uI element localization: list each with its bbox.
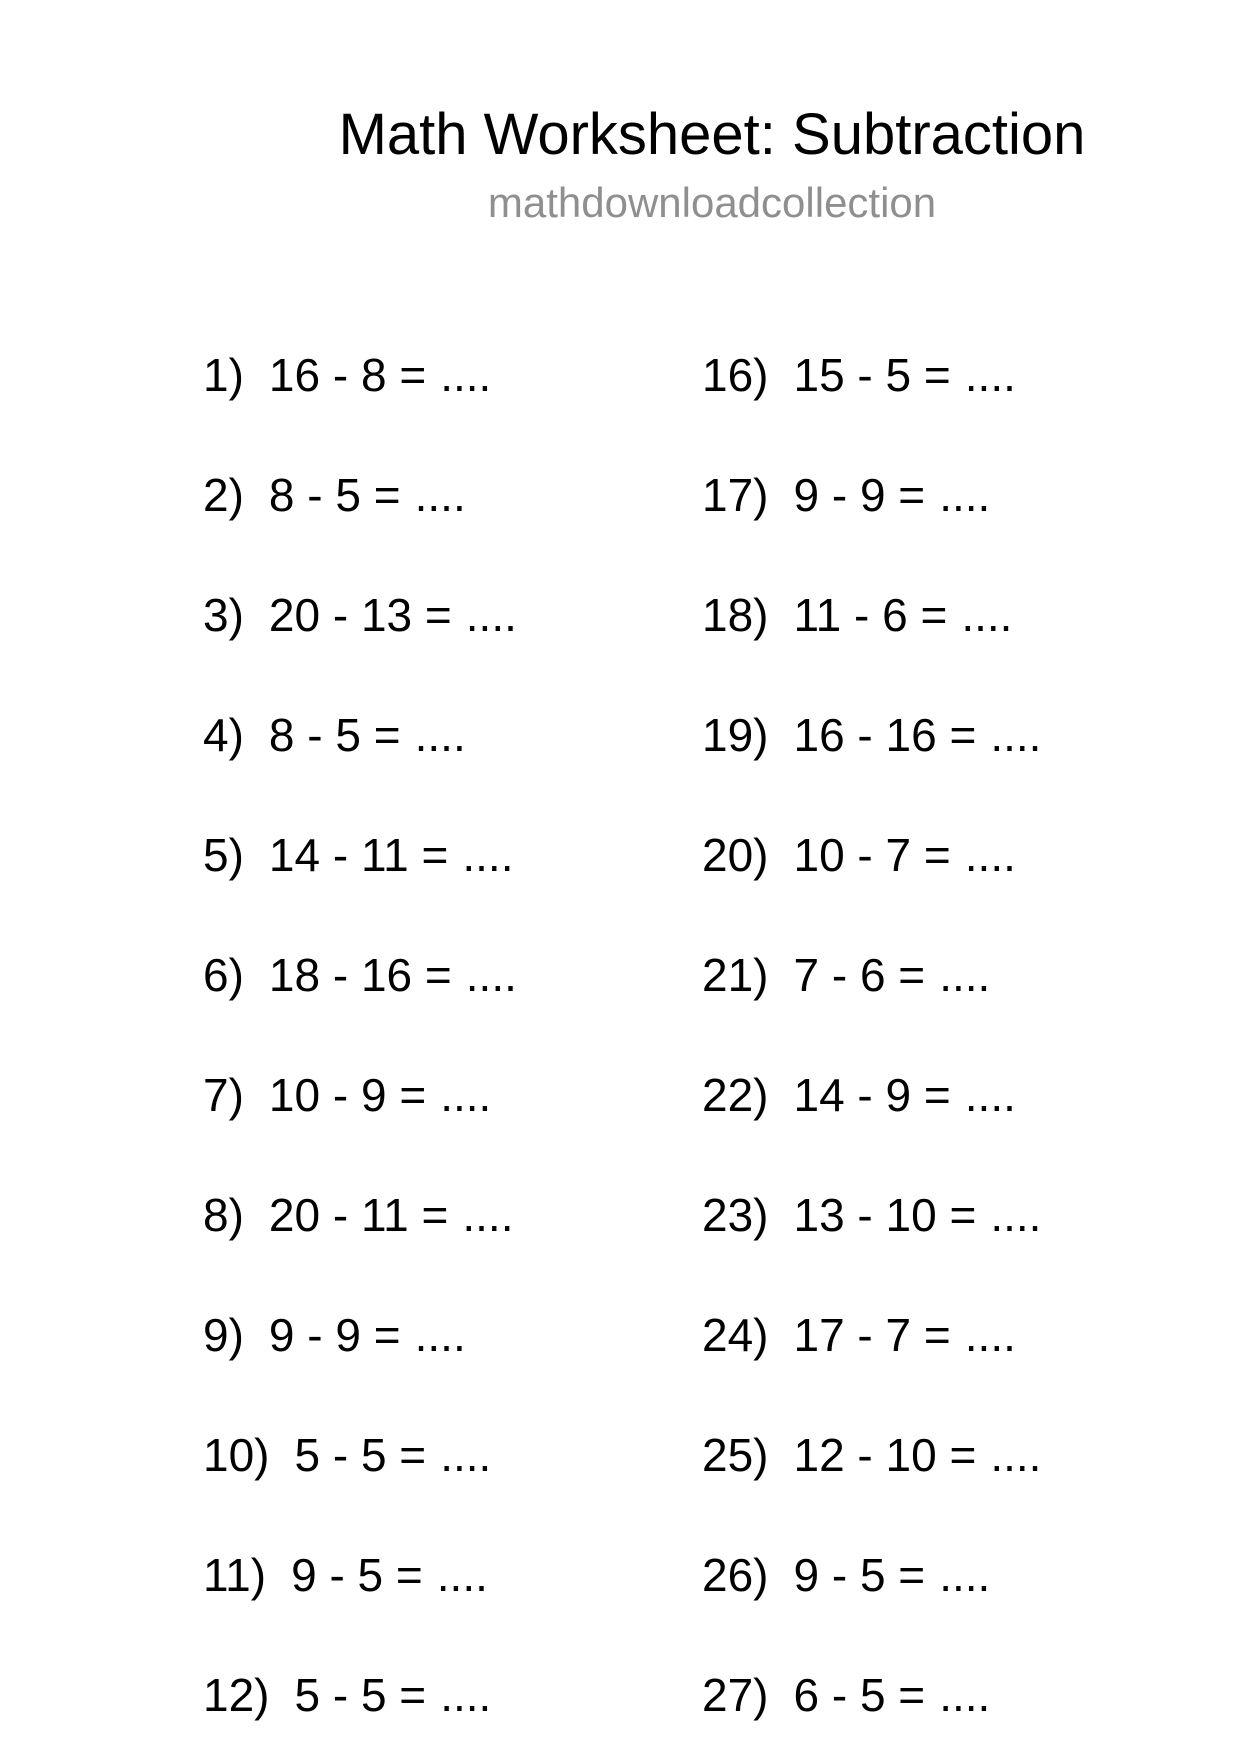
problem-number: 24) — [702, 1309, 769, 1361]
answer-blank: .... — [990, 709, 1042, 761]
problem-number: 18) — [702, 589, 769, 641]
problem-expression: 9 - 5 = — [291, 1549, 423, 1601]
problem-row-6 — [203, 915, 702, 1035]
problem-number: 21) — [702, 949, 769, 1001]
problem-number: 10) — [203, 1429, 270, 1481]
problem-row-22 — [702, 1035, 1201, 1155]
problem-expression: 20 - 13 = — [268, 589, 452, 641]
problem-number: 4) — [203, 709, 244, 761]
problem-expression: 18 - 16 = — [268, 949, 452, 1001]
answer-blank: .... — [440, 1069, 492, 1121]
answer-blank: .... — [961, 589, 1013, 641]
problem-number: 20) — [702, 829, 769, 881]
problem-expression: 8 - 5 = — [268, 469, 401, 521]
problem-expression: 5 - 5 = — [294, 1669, 427, 1721]
problem-number: 25) — [702, 1429, 769, 1481]
answer-blank: .... — [964, 829, 1016, 881]
problem-row-2 — [203, 435, 702, 555]
answer-blank: .... — [440, 349, 492, 401]
problem-expression: 7 - 6 = — [793, 949, 926, 1001]
problem-row-4 — [203, 675, 702, 795]
problem-expression: 5 - 5 = — [294, 1429, 427, 1481]
answer-blank: .... — [465, 949, 517, 1001]
problem-expression: 6 - 5 = — [793, 1669, 926, 1721]
answer-blank: .... — [462, 1189, 514, 1241]
problem-row-20 — [702, 795, 1201, 915]
problem-expression: 15 - 5 = — [793, 349, 951, 401]
problem-expression: 16 - 16 = — [793, 709, 977, 761]
problem-row-27 — [702, 1635, 1201, 1754]
problem-number: 19) — [702, 709, 769, 761]
problem-row-8 — [203, 1155, 702, 1275]
problem-number: 12) — [203, 1669, 270, 1721]
problem-expression: 16 - 8 = — [268, 349, 427, 401]
problem-number: 11) — [203, 1549, 267, 1601]
answer-blank: .... — [939, 1549, 991, 1601]
worksheet-header — [184, 0, 1240, 224]
problem-number: 26) — [702, 1549, 769, 1601]
problem-expression: 17 - 7 = — [793, 1309, 951, 1361]
problem-number: 6) — [203, 949, 244, 1001]
problem-row-10 — [203, 1395, 702, 1515]
problem-number: 23) — [702, 1189, 769, 1241]
answer-blank: .... — [990, 1189, 1042, 1241]
answer-blank: .... — [440, 1429, 492, 1481]
problem-number: 5) — [203, 829, 244, 881]
problem-row-26 — [702, 1515, 1201, 1635]
answer-blank: .... — [462, 829, 514, 881]
problem-row-12 — [203, 1635, 702, 1754]
page-subtitle-watermark: mathdownloadcollection — [487, 179, 937, 226]
problem-number: 1) — [203, 349, 244, 401]
problem-row-9 — [203, 1275, 702, 1395]
answer-blank: .... — [964, 1309, 1016, 1361]
problem-number: 8) — [203, 1189, 244, 1241]
problem-expression: 9 - 5 = — [793, 1549, 926, 1601]
answer-blank: .... — [436, 1549, 488, 1601]
problem-number: 16) — [702, 349, 769, 401]
problem-row-3 — [203, 555, 702, 675]
problem-row-5 — [203, 795, 702, 915]
page-title: Math Worksheet: Subtraction — [338, 102, 1086, 167]
problem-row-16 — [702, 315, 1201, 435]
problem-number: 9) — [203, 1309, 244, 1361]
problem-number: 2) — [203, 469, 244, 521]
problem-row-17 — [702, 435, 1201, 555]
answer-blank: .... — [939, 469, 991, 521]
problem-number: 7) — [203, 1069, 244, 1121]
answer-blank: .... — [990, 1429, 1042, 1481]
answer-blank: .... — [440, 1669, 492, 1721]
answer-blank: .... — [414, 1309, 466, 1361]
problem-expression: 13 - 10 = — [793, 1189, 977, 1241]
answer-blank: .... — [964, 1069, 1016, 1121]
problem-expression: 14 - 11 = — [268, 829, 449, 881]
answer-blank: .... — [414, 469, 466, 521]
problem-expression: 8 - 5 = — [268, 709, 401, 761]
problem-row-7 — [203, 1035, 702, 1155]
answer-blank: .... — [414, 709, 466, 761]
problem-row-1 — [203, 315, 702, 435]
answer-blank: .... — [939, 1669, 991, 1721]
problem-expression: 11 - 6 = — [793, 589, 948, 641]
problem-expression: 10 - 9 = — [268, 1069, 427, 1121]
problem-expression: 14 - 9 = — [793, 1069, 951, 1121]
problem-expression: 9 - 9 = — [268, 1309, 401, 1361]
problem-expression: 12 - 10 = — [793, 1429, 977, 1481]
problem-number: 27) — [702, 1669, 769, 1721]
problem-row-23 — [702, 1155, 1201, 1275]
problem-row-11 — [203, 1515, 702, 1635]
answer-blank: .... — [465, 589, 517, 641]
problem-number: 3) — [203, 589, 244, 641]
problem-row-24 — [702, 1275, 1201, 1395]
answer-blank: .... — [939, 949, 991, 1001]
problem-number: 22) — [702, 1069, 769, 1121]
problem-row-18 — [702, 555, 1201, 675]
problem-expression: 9 - 9 = — [793, 469, 926, 521]
problem-expression: 20 - 11 = — [268, 1189, 449, 1241]
problem-expression: 10 - 7 = — [793, 829, 951, 881]
problem-row-21 — [702, 915, 1201, 1035]
problem-row-19 — [702, 675, 1201, 795]
answer-blank: .... — [964, 349, 1016, 401]
problems-grid — [203, 315, 1201, 1754]
problem-row-25 — [702, 1395, 1201, 1515]
problem-number: 17) — [702, 469, 769, 521]
